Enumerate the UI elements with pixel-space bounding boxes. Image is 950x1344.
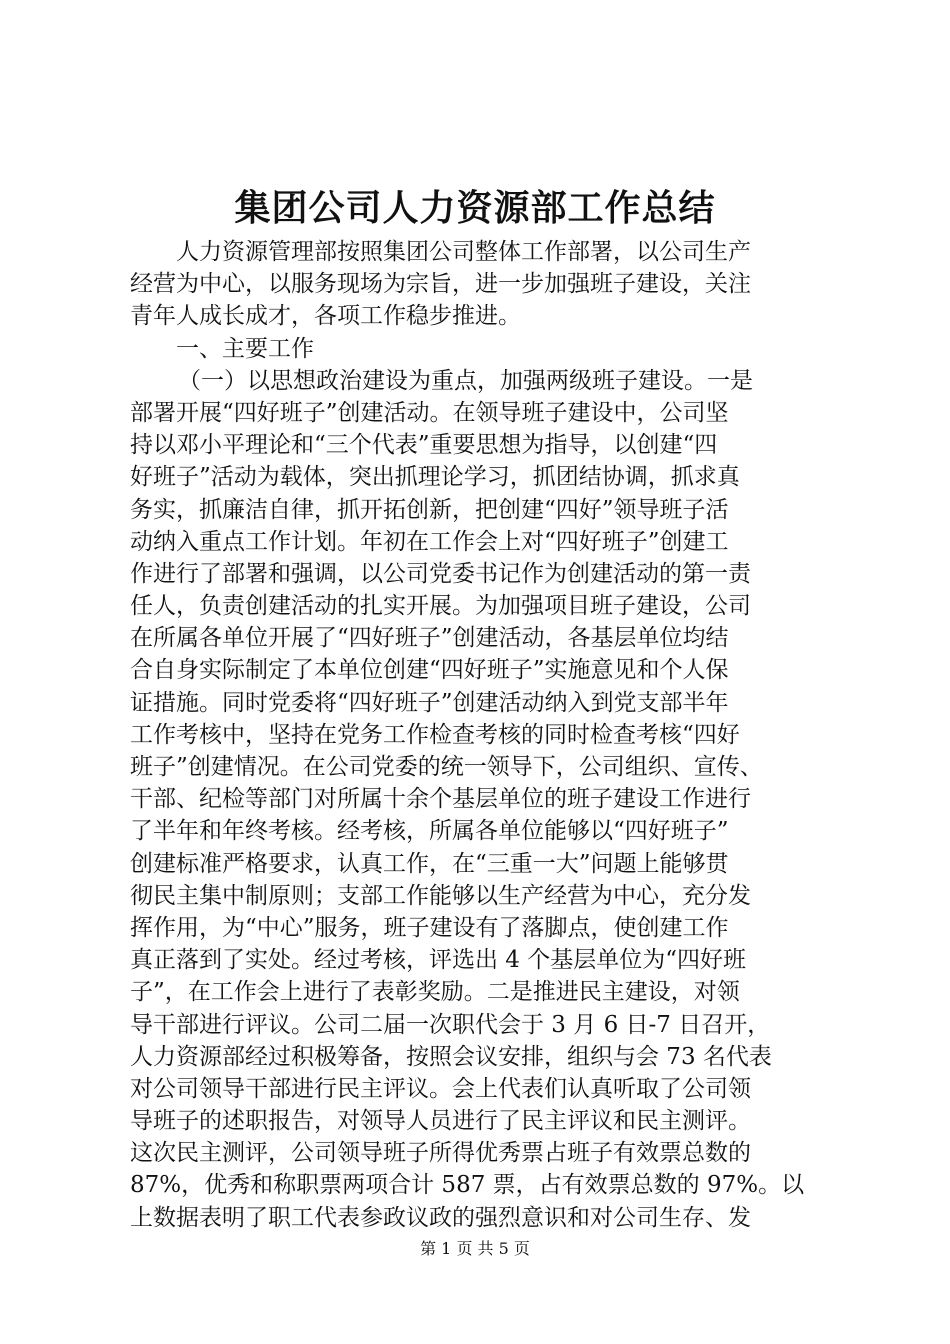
body-line: 人力资源部经过积极筹备，按照会议安排，组织与会 73 名代表 bbox=[130, 1043, 772, 1070]
body-line: 上数据表明了职工代表参政议政的强烈意识和对公司生存、发 bbox=[130, 1204, 751, 1231]
body-line: 真正落到了实处。经过考核，评选出 4 个基层单位为“四好班 bbox=[130, 947, 747, 974]
body-line: 部署开展“四好班子”创建活动。在领导班子建设中，公司坚 bbox=[130, 399, 729, 426]
body-line: 务实，抓廉洁自律，抓开拓创新，把创建“四好”领导班子活 bbox=[130, 496, 729, 523]
document-title: 集团公司人力资源部工作总结 bbox=[234, 187, 716, 229]
body-line: 班子”创建情况。在公司党委的统一领导下，公司组织、宣传、 bbox=[130, 754, 763, 780]
body-line: 在所属各单位开展了“四好班子”创建活动，各基层单位均结 bbox=[130, 625, 729, 652]
body-line: 青年人成长成才，各项工作稳步推进。 bbox=[130, 303, 521, 330]
body-line: 证措施。同时党委将“四好班子”创建活动纳入到党支部半年 bbox=[130, 689, 729, 716]
body-line: 了半年和年终考核。经考核，所属各单位能够以“四好班子” bbox=[130, 818, 729, 845]
body-line: 动纳入重点工作计划。年初在工作会上对“四好班子”创建工 bbox=[130, 528, 729, 555]
body-line: 好班子”活动为载体，突出抓理论学习，抓团结协调，抓求真 bbox=[130, 464, 740, 491]
body-line: 这次民主测评，公司领导班子所得优秀票占班子有效票总数的 bbox=[130, 1140, 751, 1167]
body-line: 87%，优秀和称职票两项合计 587 票，占有效票总数的 97%。以 bbox=[130, 1172, 805, 1199]
body-line: 子”，在工作会上进行了表彰奖励。二是推进民主建设，对领 bbox=[130, 979, 740, 1006]
body-line: （一）以思想政治建设为重点，加强两级班子建设。一是 bbox=[178, 367, 753, 394]
body-line: 对公司领导干部进行民主评议。会上代表们认真听取了公司领 bbox=[130, 1075, 751, 1102]
body-line: 合自身实际制定了本单位创建“四好班子”实施意见和个人保 bbox=[130, 657, 729, 684]
body-line: 持以邓小平理论和“三个代表”重要思想为指导，以创建“四 bbox=[130, 432, 718, 459]
body-line: 创建标准严格要求，认真工作，在“三重一大”问题上能够贯 bbox=[130, 850, 729, 877]
body-line: 挥作用，为“中心”服务，班子建设有了落脚点，使创建工作 bbox=[130, 914, 729, 941]
section-heading: 一、主要工作 bbox=[176, 335, 314, 362]
body-line: 任人，负责创建活动的扎实开展。为加强项目班子建设，公司 bbox=[130, 593, 751, 620]
page-footer: 第 1 页 共 5 页 bbox=[420, 1239, 530, 1258]
body-line: 人力资源管理部按照集团公司整体工作部署，以公司生产 bbox=[176, 239, 751, 265]
body-line: 工作考核中，坚持在党务工作检查考核的同时检查考核“四好 bbox=[130, 721, 740, 748]
body-line: 干部、纪检等部门对所属十余个基层单位的班子建设工作进行 bbox=[130, 786, 751, 813]
body-line: 经营为中心，以服务现场为宗旨，进一步加强班子建设，关注 bbox=[130, 271, 751, 298]
document-body bbox=[130, 236, 830, 1234]
body-line: 导班子的述职报告，对领导人员进行了民主评议和民主测评。 bbox=[130, 1108, 751, 1135]
body-line: 导干部进行评议。公司二届一次职代会于 3 月 6 日-7 日召开， bbox=[130, 1011, 771, 1038]
body-line: 彻民主集中制原则；支部工作能够以生产经营为中心，充分发 bbox=[130, 882, 751, 909]
body-line: 作进行了部署和强调，以公司党委书记作为创建活动的第一责 bbox=[130, 560, 751, 587]
